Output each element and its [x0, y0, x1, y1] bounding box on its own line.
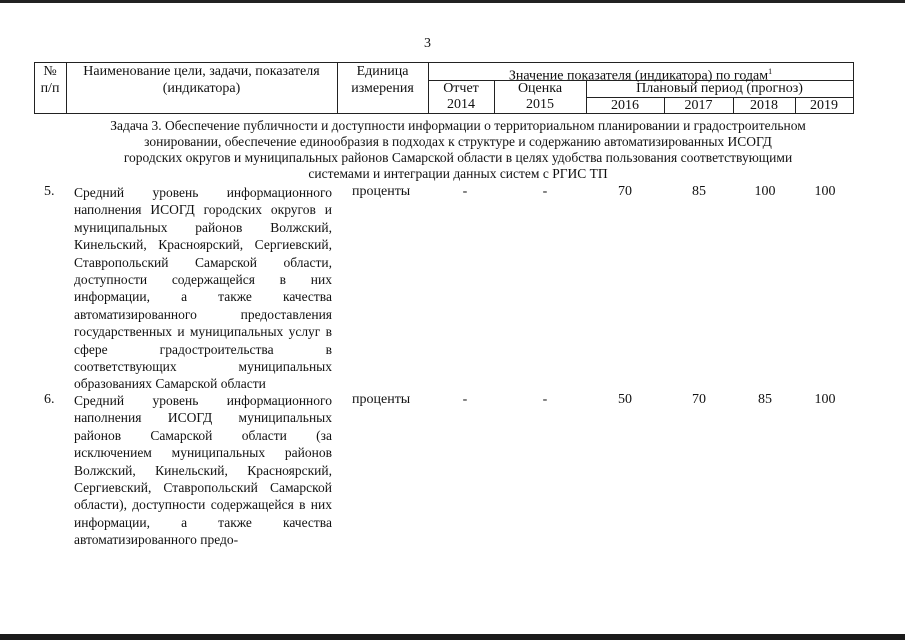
task-line: системами и интеграции данных систем с РГИС ТП	[308, 166, 608, 181]
scan-top-edge	[0, 0, 905, 3]
row-value-2018: 85	[758, 392, 772, 407]
header-unit-line1: Единица	[356, 64, 409, 79]
row-value-2015: -	[542, 392, 548, 407]
task-line: зонировании, обеспечение единообразия в подходах к структуре и содержанию автоматизированных ИСОГД	[144, 134, 772, 149]
header-estimate-label: Оценка	[517, 81, 563, 96]
row-indicator-text: Средний уровень информационного наполнения ИСОГД муниципальных районов Самарской области (за исключением муниципальных районов Волжский, Кинельский, Красноярский, Сергиевский, Ставропольский Самарской области), доступности содержащейся в них информации, а также качества автоматизированного предо-	[74, 393, 332, 548]
page-number: 3	[424, 36, 431, 51]
row-value-2017: 85	[692, 184, 706, 199]
header-report-year: 2014	[447, 97, 475, 112]
row-number: 6.	[44, 392, 55, 407]
header-value-title-text: Значение показателя (индикатора) по годам	[508, 68, 769, 84]
header-report-label: Отчет	[443, 81, 479, 96]
header-plan-label: Плановый период (прогноз)	[636, 81, 803, 96]
row-value-2016: 70	[618, 184, 632, 199]
task-line: Задача 3. Обеспечение публичности и доступности информации о территориальном планировании и градостроительном	[110, 118, 806, 133]
row-value-2018: 100	[754, 184, 776, 199]
task-heading	[48, 118, 868, 182]
header-value-footnote: 1	[768, 67, 773, 76]
row-value-2019: 100	[814, 392, 836, 407]
row-indicator-text: Средний уровень информационного наполнения ИСОГД городских округов и муниципальных районов Волжский, Кинельский, Красноярский, Сергиевский, Ставропольский Самарской области, доступности содержащейся в них информации, а также качества автоматизированного предоставления государственных и муниципальных услуг в сфере градостроительства в соответствующих муниципальных образованиях Самарской области	[74, 185, 332, 392]
row-number: 5.	[44, 184, 55, 199]
task-line: городских округов и муниципальных районов Самарской области в целях удобства пользования соответствующими	[123, 150, 793, 165]
header-plan-year-2019: 2019	[810, 98, 838, 113]
header-plan-year-2017: 2017	[684, 98, 713, 113]
header-num-line1: №	[43, 64, 57, 79]
header-name-line1: Наименование цели, задачи, показателя	[83, 64, 320, 79]
header-plan-year-2018: 2018	[750, 98, 778, 113]
row-value-2015: -	[542, 184, 548, 199]
header-name-line2: (индикатора)	[162, 81, 241, 96]
row-value-2014: -	[462, 184, 468, 199]
header-estimate-year: 2015	[526, 97, 554, 112]
row-value-2016: 50	[618, 392, 632, 407]
header-unit-line2: измерения	[351, 81, 414, 96]
header-num-line2: п/п	[40, 81, 60, 96]
table-right-border	[853, 62, 854, 114]
row-value-2014: -	[462, 392, 468, 407]
table-top-border	[34, 62, 854, 63]
row-unit: проценты	[352, 392, 411, 407]
header-plan-year-2016: 2016	[611, 98, 639, 113]
row-value-2019: 100	[814, 184, 836, 199]
row-value-2017: 70	[692, 392, 706, 407]
scan-bottom-edge	[0, 634, 905, 640]
row-unit: проценты	[352, 184, 411, 199]
